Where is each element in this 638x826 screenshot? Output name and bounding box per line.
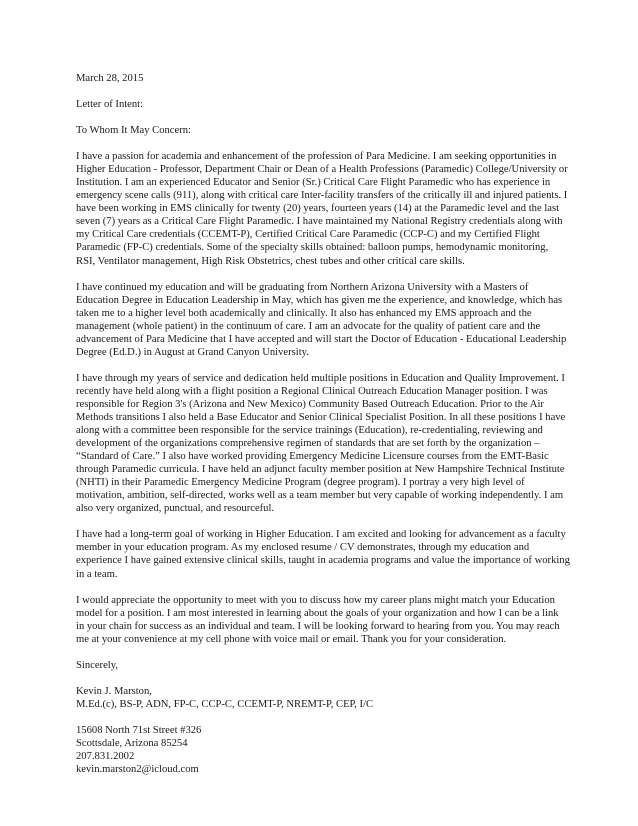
letter-date: March 28, 2015 bbox=[76, 73, 144, 84]
text-line: experience I have gained extensive clinical skills, taught in academia programs and value the importance of working bbox=[76, 555, 570, 567]
text-line: Higher Education - Professor, Department Chair or Dean of a Health Professions (Paramedic) College/University or bbox=[76, 164, 568, 176]
text-line: motivation, ambition, self-directed, works well as a team member but very capable of working independently. I am bbox=[76, 490, 564, 502]
text-line: emergency scene calls (911), along with critical care Inter-facility transfers of the critically ill and injured patients. I bbox=[76, 190, 568, 202]
text-line: Education Degree in Education Leadership in May, which has given me the experience, and knowledge, which has bbox=[76, 294, 563, 306]
text-line: member in your education program. As my enclosed resume / CV demonstrates, through my education and bbox=[76, 542, 530, 554]
text-line: Degree (Ed.D.) in August at Grand Canyon University. bbox=[76, 346, 309, 358]
text-line: responsible for Region 3's (Arizona and New Mexico) Community Based Outreach Education. Prior to the Air bbox=[76, 398, 544, 410]
paragraph-passion bbox=[76, 150, 566, 267]
paragraph-experience bbox=[76, 372, 566, 516]
paragraph-goal bbox=[76, 528, 570, 580]
text-line: seven (7) years as a Critical Care Flight Paramedic. I have maintained my National Registry credentials along with bbox=[76, 216, 563, 228]
letter-closing: Sincerely, bbox=[76, 659, 118, 671]
text-line: advancement of Para Medicine that I have accepted and will start the Doctor of Education - Educational Leadership bbox=[76, 333, 567, 345]
text-line: “Standard of Care.” I also have worked providing Emergency Medicine Licensure courses from the EMT-Basic bbox=[76, 451, 549, 463]
text-line: development of the organizations comprehensive regimen of standards that are set forth by the organization – bbox=[76, 438, 540, 450]
text-line: taken me to a higher level both academically and clinically. It also has enhanced my EMS approach and the bbox=[76, 307, 532, 319]
text-line: have been working in EMS clinically for twenty (20) years, fourteen years (14) at the Paramedic level and the last bbox=[76, 203, 560, 215]
text-line: I have a passion for academia and enhancement of the profession of Para Medicine. I am seeking opportunities in bbox=[76, 151, 557, 163]
text-line: I have had a long-term goal of working in Higher Education. I am excited and looking for advancement as a faculty bbox=[76, 529, 566, 541]
phone-number: 207.831.2002 bbox=[76, 750, 135, 762]
text-line: RSI, Ventilator management, High Risk Obstetrics, chest tubes and other critical care skills. bbox=[76, 255, 465, 267]
signature-block bbox=[76, 685, 566, 711]
paragraph-request bbox=[76, 594, 566, 646]
text-line: in your chain for success as an individual and team. I will be looking forward to hearing from you. You may reach bbox=[76, 620, 560, 632]
signature-name: Kevin J. Marston, bbox=[76, 685, 152, 697]
text-line: in a team. bbox=[76, 568, 118, 580]
text-line: also very organized, punctual, and resourceful. bbox=[76, 503, 275, 515]
address-street: 15608 North 71st Street #326 bbox=[76, 724, 202, 736]
text-line: I have through my years of service and dedication held multiple positions in Education and Quality Improvement. I bbox=[76, 372, 565, 384]
contact-block bbox=[76, 724, 566, 776]
email-address: kevin.marston2@icloud.com bbox=[76, 764, 199, 776]
text-line: Paramedic (FP-C) credentials. Some of the specialty skills obtained: balloon pumps, hemodynamic monitoring, bbox=[76, 242, 549, 254]
text-line: I have continued my education and will be graduating from Northern Arizona University with a Masters of bbox=[76, 281, 529, 293]
text-line: management (whole patient) in the continuum of care. I am an advocate for the quality of patient care and the bbox=[76, 320, 541, 332]
text-line: recently have held along with a flight position a Regional Clinical Outreach Education Manager position. I was bbox=[76, 385, 548, 397]
signature-credentials: M.Ed.(c), BS-P, ADN, FP-C, CCP-C, CCEMT-P, NREMT-P, CEP, I/C bbox=[76, 698, 374, 710]
text-line: I would appreciate the opportunity to meet with you to discuss how my career plans might match your Education bbox=[76, 594, 555, 606]
text-line: me at your convenience at my cell phone with voice mail or email. Thank you for your consideration. bbox=[76, 633, 507, 645]
letter-page bbox=[76, 72, 570, 776]
letter-subject: Letter of Intent: bbox=[76, 99, 144, 111]
text-line: Methods transitions I also held a Base Educator and Senior Clinical Specialist Position. In all these positions I have bbox=[76, 411, 566, 423]
address-city: Scottsdale, Arizona 85254 bbox=[76, 737, 188, 749]
text-line: model for a position. I am most interested in learning about the goals of your organization and how I can be a link bbox=[76, 607, 559, 619]
text-line: through Paramedic curricula. I have held an adjunct faculty member position at New Hampshire Technical Institute bbox=[76, 464, 565, 476]
text-line: along with a committee been responsible for the service trainings (Education), re-credentialing, reviewing and bbox=[76, 425, 543, 437]
paragraph-education bbox=[76, 281, 566, 359]
letter-salutation: To Whom It May Concern: bbox=[76, 125, 191, 137]
text-line: (NHTI) in their Paramedic Emergency Medicine Program (degree program). I portray a very high level of bbox=[76, 477, 525, 489]
text-line: my Critical Care credentials (CCEMT-P), Certified Critical Care Paramedic (CCP-C) and my Certified Flight bbox=[76, 229, 540, 241]
text-line: Institution. I am an experienced Educator and Senior (Sr.) Critical Care Flight Paramedic who has experience in bbox=[76, 177, 551, 189]
